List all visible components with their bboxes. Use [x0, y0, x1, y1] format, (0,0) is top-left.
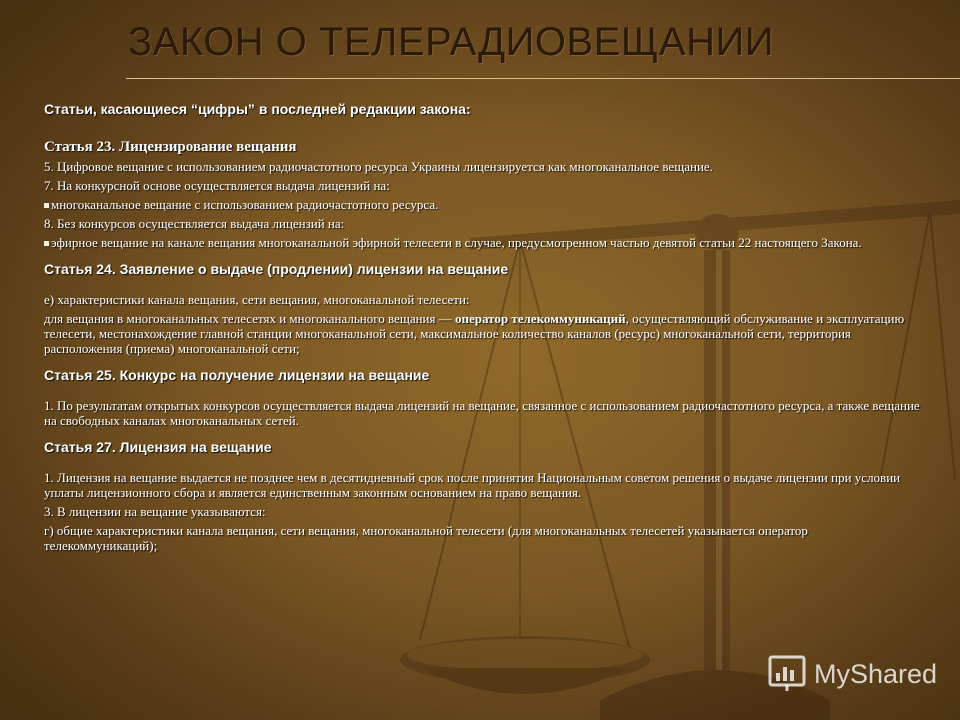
article-25-heading: Статья 25. Конкурс на получение лицензии на вещание [44, 367, 430, 383]
article-23-paragraph-8: 8. Без конкурсов осуществляется выдача лицензий на: [44, 216, 345, 231]
article-23-paragraph-7: 7. На конкурсной основе осуществляется выдача лицензий на: [44, 178, 390, 193]
presentation-icon [768, 655, 806, 693]
article-24-body [44, 311, 924, 356]
watermark [768, 654, 937, 694]
bullet-text: эфирное вещание на канале вещания многоканальной эфирной телесети в случае, предусмотренном частью девятой статьи 22 настоящего Закона. [51, 235, 862, 250]
title-divider [126, 78, 960, 79]
article-23-bullet-1 [44, 197, 924, 212]
article-24-item-e: е) характеристики канала вещания, сети вещания, многоканальной телесети: [44, 292, 470, 307]
intro-text: Статьи, касающиеся “цифры” в последней редакции закона: [44, 101, 471, 117]
operator-term: оператор телекоммуникаций [455, 311, 626, 326]
article-27-paragraph-3: 3. В лицензии на вещание указываются: [44, 504, 266, 519]
article-23-heading: Статья 23. Лицензирование вещания [44, 139, 297, 155]
article-25-paragraph-1: 1. По результатам открытых конкурсов осуществляется выдача лицензий на вещание, связанное с использованием радиочастотного ресурса, а также вещание на свободных каналах многоканальных сетей. [44, 398, 920, 428]
article-24-heading: Статья 24. Заявление о выдаче (продлении) лицензии на вещание [44, 261, 509, 277]
article-27-item-g: г) общие характеристики канала вещания, сети вещания, многоканальной телесети (для многоканальных телесетей указывается оператор телекоммуникаций); [44, 523, 808, 553]
article-23-paragraph-5: 5. Цифровое вещание с использованием радиочастотного ресурса Украины лицензируется как многоканальное вещание. [44, 159, 713, 174]
watermark-text: MyShared [814, 658, 938, 689]
article-24-body-end: , осуществляющий обслуживание и эксплуатацию телесети, местонахождение главной станции многоканальной сети, максимальное количество каналов (ресурс) многоканальной сети, территория расположения (приема) многоканальной сети; [44, 311, 905, 356]
article-24-body-start: для вещания в многоканальных телесетях и многоканального вещания — [44, 311, 455, 326]
slide-body [44, 100, 924, 557]
article-27-heading: Статья 27. Лицензия на вещание [44, 439, 272, 455]
page-title: ЗАКОН О ТЕЛЕРАДИОВЕЩАНИИ [128, 20, 774, 64]
bullet-text: многоканальное вещание с использованием радиочастотного ресурса. [51, 197, 439, 212]
article-27-paragraph-1: 1. Лицензия на вещание выдается не позднее чем в десятидневный срок после принятия Национальным советом решения о выдаче лицензии при условии уплаты лицензионного сбора и является единственным законным основанием на право вещания. [44, 470, 901, 500]
article-23-bullet-2 [44, 235, 924, 250]
